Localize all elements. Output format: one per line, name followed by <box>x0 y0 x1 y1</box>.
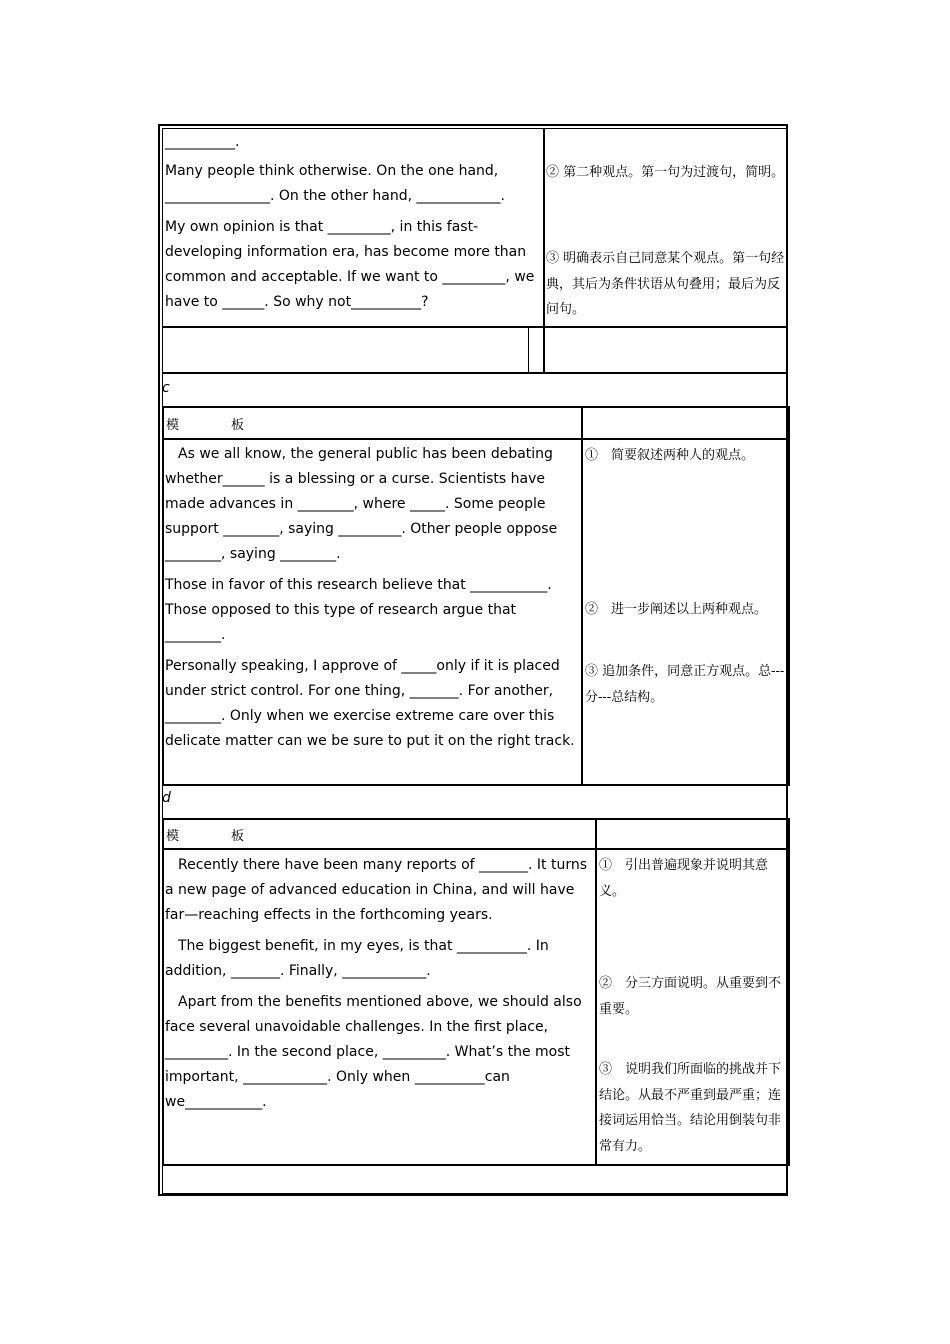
section-c-paragraph-1: As we all know, the general public has been debating whether______ is a blessing or a curse. Scientists have made advances in ________, where _____. Some people support ________, saying _________. Other people oppose ________, saying ________. <box>165 446 558 562</box>
section-d-divider <box>595 818 597 1166</box>
section-c-label: c <box>162 380 170 396</box>
section-c-paragraph-2: Those in favor of this research believe that ___________. Those opposed to this type of research argue that ________. <box>165 577 552 643</box>
section-d-paragraph-2: The biggest benefit, in my eyes, is that __________. In addition, _______. Finally, ____________. <box>165 938 549 979</box>
section-c-note-2: ② 进一步阐述以上两种观点。 <box>585 602 768 617</box>
section-c-note-1: ① 简要叙述两种人的观点。 <box>585 448 755 463</box>
section-d-paragraph-3: Apart from the benefits mentioned above, we should also face several unavoidable challenges. In the first place, _________. In the second place, _________. What’s the most important, ____________. Only when __________can we___________. <box>165 994 582 1110</box>
section-b-paragraph-2: Many people think otherwise. On the one hand, _______________. On the other hand, ____________. <box>165 163 505 204</box>
section-d-paragraph-1: Recently there have been many reports of _______. It turns a new page of advanced education in China, and will have far—reaching effects in the forthcoming years. <box>165 857 588 923</box>
section-b-paragraph-3: My own opinion is that _________, in this fast-developing information era, has become more than common and acceptable. If we want to _________, we have to ______. So why not__________? <box>165 219 535 310</box>
section-c-note-3: ③ 追加条件，同意正方观点。总---分---总结构。 <box>585 664 785 705</box>
section-d-header-rule <box>162 848 790 850</box>
section-b-divider <box>543 128 545 372</box>
section-b-note-3: ③ 明确表示自己同意某个观点。第一句经典，其后为条件状语从句叠用；最后为反问句。 <box>546 251 785 317</box>
section-c-paragraph-3: Personally speaking, I approve of _____only if it is placed under strict control. For one thing, _______. For another, ________. Only when we exercise extreme care over this delicate matter can we be sure to put it on the right track. <box>165 658 575 749</box>
section-c-divider <box>581 406 583 786</box>
section-d-label: d <box>162 790 171 806</box>
section-b-bottom-rule <box>162 326 788 328</box>
section-c-header-rule <box>162 438 790 440</box>
section-b-text <box>165 130 537 315</box>
section-b-empty-row-divider <box>528 328 529 372</box>
section-b-note-2: ② 第二种观点。第一句为过渡句，简明。 <box>546 165 785 180</box>
section-d-text <box>165 853 593 1115</box>
section-b-empty-row-rule <box>162 372 788 374</box>
section-b-first-line: __________. <box>165 134 240 150</box>
section-d-note-1: ① 引出普遍现象并说明其意义。 <box>599 858 769 899</box>
section-d-note-2: ② 分三方面说明。从重要到不重要。 <box>599 976 782 1017</box>
section-d-note-3: ③ 说明我们所面临的挑战并下结论。从最不严重到最严重；连接词运用恰当。结论用倒装句非常有力。 <box>599 1062 782 1154</box>
section-d-header: 模 板 <box>166 829 245 844</box>
section-c-header: 模 板 <box>166 418 245 433</box>
section-c-text <box>165 442 575 754</box>
